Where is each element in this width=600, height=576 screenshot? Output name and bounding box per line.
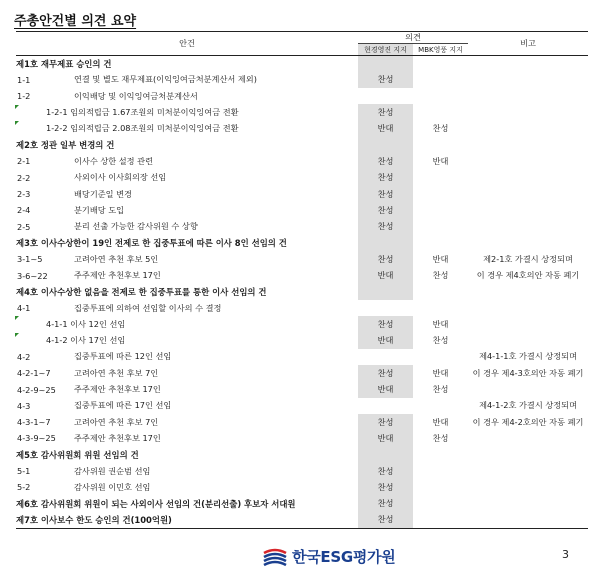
note-cell — [468, 381, 588, 397]
agenda-row — [16, 414, 588, 430]
opinion-current-cell: 찬성 — [358, 251, 413, 267]
note-cell — [468, 218, 588, 234]
opinion-current-cell: 반대 — [358, 121, 413, 137]
note-cell: 제4-1-1호 가결시 상정되며 — [479, 351, 577, 362]
section-title: 제2호 정관 일부 변경의 건 — [16, 140, 115, 151]
opinion-current-cell — [358, 137, 413, 153]
opinion-current-cell — [358, 88, 413, 104]
logo-text-korea: 한국 — [292, 548, 321, 566]
comment-marker-icon — [15, 316, 19, 320]
opinion-mbk-cell: 반대 — [432, 367, 449, 378]
opinion-current-cell: 찬성 — [358, 316, 413, 332]
opinion-current-cell: 찬성 — [358, 479, 413, 495]
opinion-mbk-cell: 반대 — [432, 416, 449, 427]
agenda-text: 집중투표에 따른 17인 선임 — [74, 400, 172, 411]
logo-mark-icon — [262, 548, 288, 566]
note-cell — [468, 496, 588, 512]
note-cell — [468, 72, 588, 88]
section-row — [16, 235, 588, 251]
agenda-number-text: 1-2 — [17, 91, 31, 102]
opinion-current-cell: 찬성 — [358, 414, 413, 430]
agenda-row — [16, 381, 588, 397]
section-title: 제3호 이사수상한이 19인 전제로 한 집중투표에 따른 이사 8인 선임의 건 — [16, 237, 287, 248]
agenda-number — [16, 251, 62, 267]
agenda-number-text: 2-3 — [17, 189, 31, 200]
section-title: 제7호 이사보수 한도 승인의 건(100억원) — [16, 512, 358, 528]
agenda-number-text: 3-1~5 — [17, 254, 43, 265]
agenda-number-text: 5-2 — [17, 482, 31, 493]
opinion-current-cell: 반대 — [358, 333, 413, 349]
agenda-number-text: 2-4 — [17, 205, 31, 216]
agenda-row — [16, 186, 588, 202]
opinion-current-cell: 찬성 — [358, 153, 413, 169]
agenda-row — [16, 121, 588, 137]
agenda-number — [16, 218, 62, 234]
agenda-number-text: 5-1 — [17, 466, 31, 477]
agenda-text: 주주제안 추천후보 17인 — [74, 384, 161, 395]
opinion-mbk-cell — [413, 104, 468, 120]
opinion-mbk-cell: 찬성 — [432, 123, 449, 134]
agenda-number-text: 4-2 — [17, 351, 31, 362]
section-row — [16, 496, 588, 512]
agenda-row — [16, 267, 588, 283]
agenda-text: 이익배당 및 이익잉여금처분계산서 — [74, 90, 198, 101]
comment-marker-icon — [15, 105, 19, 109]
agenda-text: 연결 및 별도 재무제표(이익잉여금처분계산서 제외) — [74, 74, 257, 85]
opinion-mbk-cell: 찬성 — [432, 384, 449, 395]
opinion-current-cell — [358, 56, 413, 72]
agenda-text: 분리 선출 가능한 감사위원 수 상향 — [74, 221, 198, 232]
section-title: 제1호 재무제표 승인의 건 — [16, 58, 112, 69]
opinion-current-cell: 찬성 — [358, 202, 413, 218]
agenda-number — [16, 186, 62, 202]
header-mbk-youngpoong: MBK영풍 지지 — [413, 44, 468, 56]
agenda-number — [16, 202, 62, 218]
opinion-mbk-cell — [413, 137, 468, 153]
opinion-current-cell: 찬성 — [358, 365, 413, 381]
note-cell — [468, 479, 588, 495]
section-row — [16, 447, 588, 463]
agenda-row — [16, 104, 588, 120]
page-number: 3 — [562, 548, 569, 561]
note-cell — [468, 202, 588, 218]
agenda-number — [16, 365, 62, 381]
page-title: 주총안건별 의견 요약 — [14, 14, 137, 29]
logo — [262, 546, 395, 567]
agenda-number — [16, 381, 62, 397]
agenda-row — [16, 479, 588, 495]
opinion-summary-table — [16, 31, 588, 529]
agenda-number-text: 2-1 — [17, 156, 31, 167]
logo-text-esg: ESG — [320, 548, 353, 566]
opinion-mbk-cell — [413, 235, 468, 251]
opinion-mbk-cell — [413, 463, 468, 479]
opinion-mbk-cell — [413, 300, 468, 316]
opinion-mbk-cell: 반대 — [432, 253, 449, 264]
agenda-number-text: 3-6~22 — [17, 270, 48, 281]
opinion-current-cell: 반대 — [358, 430, 413, 446]
agenda-row — [16, 398, 588, 414]
header-current-management: 현경영진 지지 — [358, 44, 413, 56]
agenda-row — [16, 300, 588, 316]
opinion-current-cell: 찬성 — [358, 104, 413, 120]
agenda-number — [16, 479, 62, 495]
note-cell: 이 경우 제4-3호의안 자동 폐기 — [472, 367, 584, 378]
agenda-text: 주주제안 추천후보 17인 — [74, 270, 161, 280]
opinion-mbk-cell — [413, 170, 468, 186]
note-cell — [468, 104, 588, 120]
agenda-row — [16, 72, 588, 88]
agenda-text: 이사수 상한 설정 관련 — [74, 155, 153, 166]
opinion-current-cell: 찬성 — [358, 186, 413, 202]
opinion-mbk-cell — [413, 218, 468, 234]
opinion-mbk-cell: 반대 — [432, 318, 449, 329]
agenda-row — [16, 170, 588, 186]
agenda-text: 1-2-2 임의적립금 2.08조원의 미처분이익잉여금 전환 — [46, 123, 239, 134]
opinion-mbk-cell — [413, 202, 468, 218]
opinion-mbk-cell: 찬성 — [432, 335, 449, 346]
note-cell: 제4-1-2호 가결시 상정되며 — [479, 400, 577, 411]
note-cell — [468, 121, 588, 137]
agenda-row — [16, 430, 588, 446]
note-cell — [468, 463, 588, 479]
note-cell — [468, 447, 588, 463]
agenda-number — [16, 267, 62, 283]
header-item: 안건 — [16, 32, 358, 56]
note-cell — [468, 300, 588, 316]
header-note: 비고 — [468, 32, 588, 56]
agenda-number — [16, 414, 62, 430]
agenda-text: 집중투표에 따른 12인 선임 — [74, 351, 172, 362]
note-cell — [468, 333, 588, 349]
opinion-mbk-cell — [413, 88, 468, 104]
opinion-mbk-cell — [413, 496, 468, 512]
opinion-current-cell: 찬성 — [358, 496, 413, 512]
header-opinion: 의견 — [358, 32, 468, 44]
agenda-text: 집중투표에 의하여 선임할 이사의 수 결정 — [74, 302, 222, 313]
agenda-text: 주주제안 추천후보 17인 — [74, 432, 161, 443]
opinion-mbk-cell — [413, 479, 468, 495]
opinion-mbk-cell: 찬성 — [432, 432, 449, 443]
opinion-current-cell — [358, 349, 413, 365]
note-cell: 이 경우 제4-2호의안 자동 폐기 — [472, 416, 584, 427]
agenda-text: 고려아연 추천 후보 7인 — [74, 416, 159, 427]
opinion-mbk-cell — [413, 398, 468, 414]
agenda-row — [16, 202, 588, 218]
opinion-mbk-cell — [413, 72, 468, 88]
opinion-current-cell: 찬성 — [358, 72, 413, 88]
agenda-number — [16, 349, 62, 365]
agenda-number-text: 2-2 — [17, 172, 31, 183]
agenda-number — [16, 300, 62, 316]
agenda-number-text: 1-1 — [17, 74, 31, 85]
agenda-number — [16, 398, 62, 414]
opinion-current-cell — [358, 235, 413, 251]
opinion-current-cell: 찬성 — [358, 463, 413, 479]
note-cell: 제2-1호 가결시 상정되며 — [483, 253, 573, 264]
agenda-text: 사외이사 이사회의장 선임 — [74, 172, 167, 183]
agenda-number-text: 4-3-9~25 — [17, 433, 56, 444]
section-row — [16, 137, 588, 153]
agenda-text: 4-1-1 이사 12인 선임 — [46, 318, 126, 329]
opinion-mbk-cell — [413, 512, 468, 528]
opinion-current-cell: 찬성 — [358, 512, 413, 528]
note-cell — [468, 170, 588, 186]
agenda-number-text: 4-2-1~7 — [17, 368, 51, 379]
agenda-number-text: 4-2-9~25 — [17, 384, 56, 395]
agenda-row — [16, 316, 588, 332]
agenda-number — [16, 430, 62, 446]
note-cell — [468, 88, 588, 104]
opinion-current-cell — [358, 284, 413, 300]
section-row — [16, 284, 588, 300]
opinion-mbk-cell — [413, 349, 468, 365]
agenda-row — [16, 365, 588, 381]
note-cell — [468, 284, 588, 300]
agenda-text: 고려아연 추천 후보 5인 — [74, 253, 159, 264]
agenda-text: 감사위원 권순범 선임 — [74, 465, 151, 476]
comment-marker-icon — [15, 333, 19, 337]
note-cell — [468, 186, 588, 202]
note-cell — [468, 430, 588, 446]
agenda-number — [16, 463, 62, 479]
agenda-text: 4-1-2 이사 17인 선임 — [46, 335, 126, 346]
note-cell — [468, 153, 588, 169]
note-cell — [468, 137, 588, 153]
note-cell — [468, 512, 588, 528]
agenda-row — [16, 333, 588, 349]
agenda-row — [16, 251, 588, 267]
agenda-row — [16, 463, 588, 479]
logo-text-institute: 평가원 — [352, 548, 396, 566]
agenda-text: 1-2-1 임의적립금 1.67조원의 미처분이익잉여금 전환 — [46, 107, 239, 118]
agenda-number-text: 4-3-1~7 — [17, 417, 51, 428]
agenda-row — [16, 349, 588, 365]
note-cell: 이 경우 제4호의안 자동 폐기 — [476, 270, 580, 280]
opinion-current-cell — [358, 447, 413, 463]
agenda-row — [16, 153, 588, 169]
agenda-text: 고려아연 추천 후보 7인 — [74, 367, 159, 378]
note-cell — [468, 235, 588, 251]
comment-marker-icon — [15, 121, 19, 125]
opinion-mbk-cell — [413, 284, 468, 300]
agenda-number-text: 4-3 — [17, 400, 31, 411]
agenda-text: 배당기준일 변경 — [74, 188, 132, 199]
opinion-current-cell: 찬성 — [358, 218, 413, 234]
opinion-mbk-cell — [413, 186, 468, 202]
opinion-mbk-cell: 찬성 — [432, 270, 449, 280]
agenda-number — [16, 88, 62, 104]
agenda-text: 분기배당 도입 — [74, 204, 125, 215]
note-cell — [468, 56, 588, 72]
opinion-mbk-cell: 반대 — [432, 155, 449, 166]
section-title: 제6호 감사위원회 위원이 되는 사외이사 선임의 건(분리선출) 후보자 서대원 — [16, 498, 296, 509]
agenda-row — [16, 88, 588, 104]
opinion-current-cell: 반대 — [358, 267, 413, 283]
agenda-text: 감사위원 이민호 선임 — [74, 481, 151, 492]
section-title: 제4호 이사수상한 없음을 전제로 한 집중투표를 통한 이사 선임의 건 — [16, 286, 267, 297]
opinion-mbk-cell — [413, 56, 468, 72]
opinion-current-cell: 찬성 — [358, 170, 413, 186]
section-row — [16, 56, 588, 72]
agenda-number-text: 2-5 — [17, 221, 31, 232]
agenda-number — [16, 170, 62, 186]
opinion-current-cell: 반대 — [358, 381, 413, 397]
opinion-current-cell — [358, 300, 413, 316]
agenda-number-text: 4-1 — [17, 303, 31, 314]
note-cell — [468, 316, 588, 332]
agenda-number — [16, 72, 62, 88]
section-row — [16, 512, 588, 528]
section-title: 제5호 감사위원회 위원 선임의 건 — [16, 449, 139, 460]
opinion-mbk-cell — [413, 447, 468, 463]
agenda-row — [16, 218, 588, 234]
agenda-number — [16, 153, 62, 169]
opinion-current-cell — [358, 398, 413, 414]
